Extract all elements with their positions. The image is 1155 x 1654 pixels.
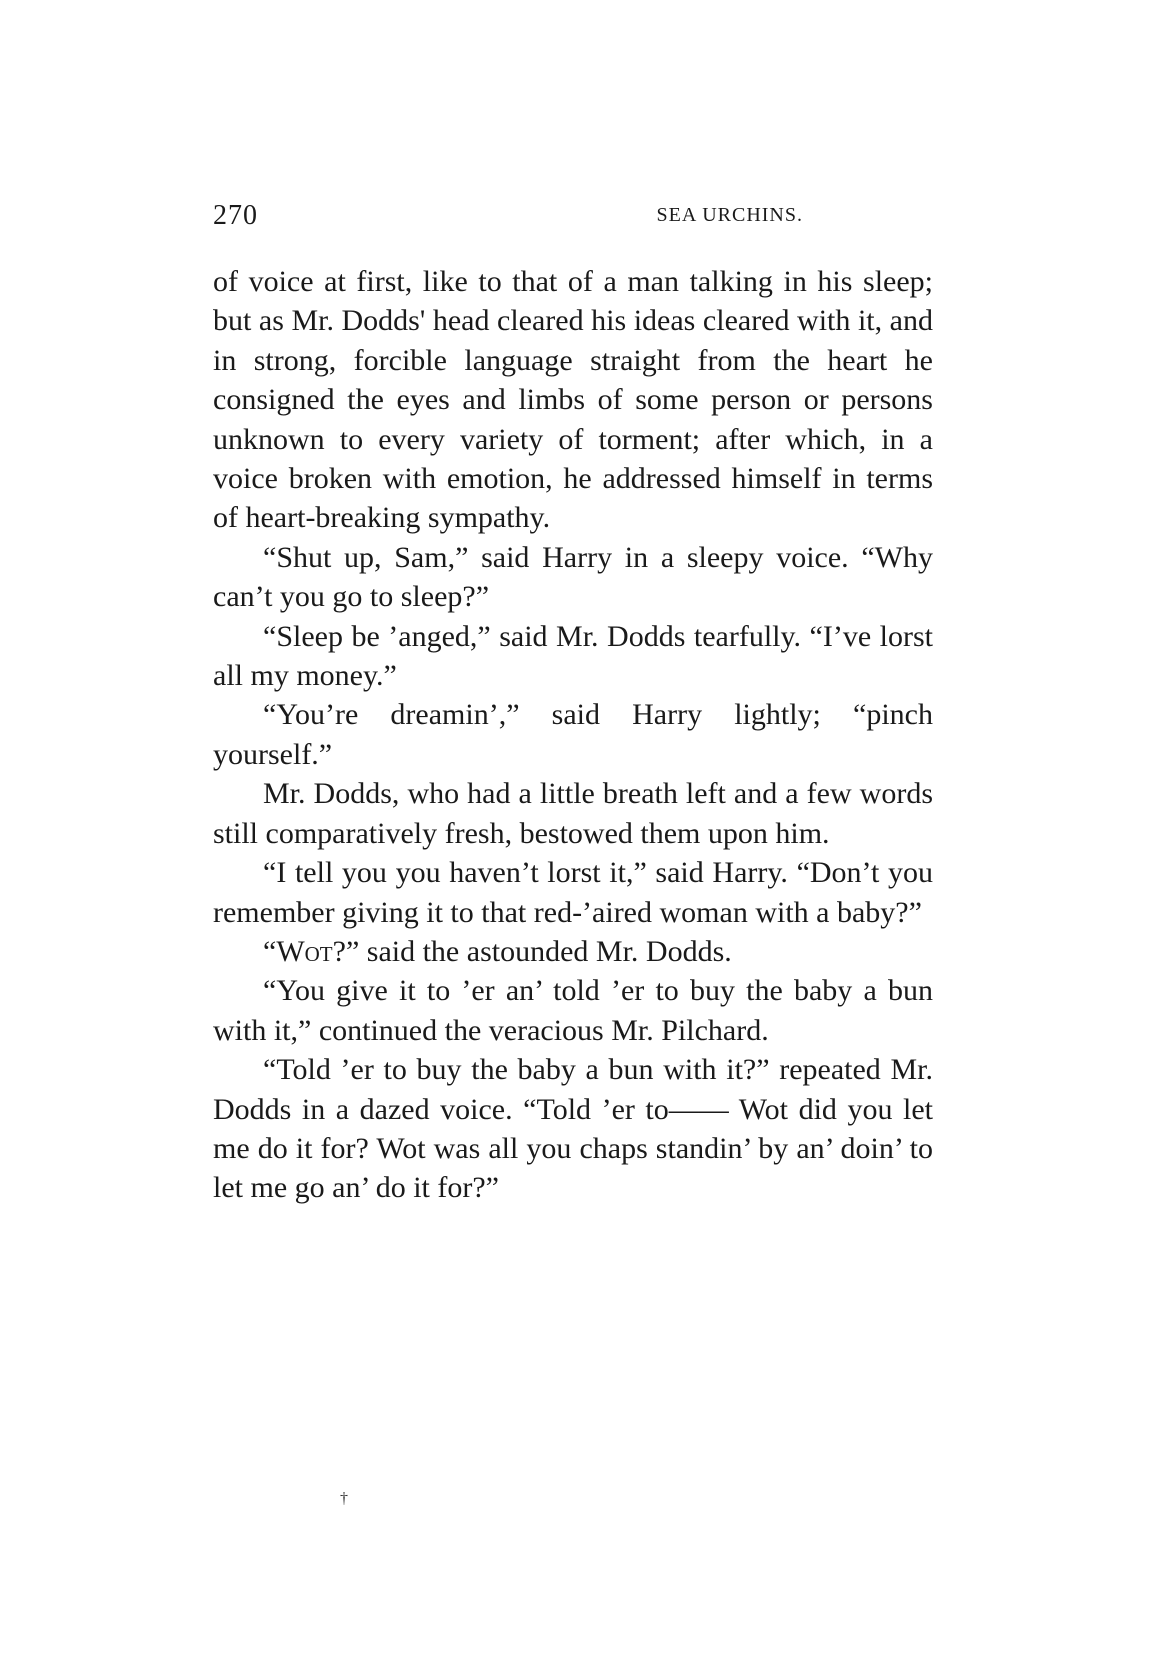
paragraph: “I tell you you haven’t lorst it,” said Harry. “Don’t you remember giving it to that red-’aired woman with a baby?” <box>213 856 933 929</box>
paragraph <box>213 932 933 971</box>
paragraph: “Told ’er to buy the baby a bun with it?” repeated Mr. Dodds in a dazed voice. “Told ’er to—— Wot did you let me do it for? Wot was all you chaps standin’ by an’ doin’ to let me go an’ do it for?” <box>213 1053 933 1205</box>
body-text <box>213 262 933 1208</box>
paragraph-remainder: ?” said the astounded Mr. Dodds. <box>332 934 732 968</box>
paragraph: “Shut up, Sam,” said Harry in a sleepy voice. “Why can’t you go to sleep?” <box>213 540 933 614</box>
running-head <box>213 200 933 236</box>
paragraph: “You’re dreamin’,” said Harry lightly; “pinch yourself.” <box>213 698 933 771</box>
page-number: 270 <box>213 200 258 231</box>
footer-mark: † <box>340 1490 348 1507</box>
paragraph: “Sleep be ’anged,” said Mr. Dodds tearfully. “I’ve lorst all my money.” <box>213 619 933 693</box>
paragraph-smallcaps-word: Wot <box>276 934 333 968</box>
paragraph-open-quote: “ <box>263 934 277 968</box>
paragraph: Mr. Dodds, who had a little breath left and a few words still comparatively fresh, bestowed them upon him. <box>213 777 933 850</box>
paragraph: of voice at first, like to that of a man talking in his sleep; but as Mr. Dodds' head cleared his ideas cleared with it, and in strong, forcible language straight from the heart he consigned the eyes and limbs of some person or persons unknown to every variety of torment; after which, in a voice broken with emotion, he addressed himself in terms of heart-breaking sympathy. <box>213 265 933 535</box>
running-title: SEA URCHINS. <box>656 204 803 226</box>
paragraph: “You give it to ’er an’ told ’er to buy the baby a bun with it,” continued the veracious Mr. Pilchard. <box>213 974 933 1047</box>
